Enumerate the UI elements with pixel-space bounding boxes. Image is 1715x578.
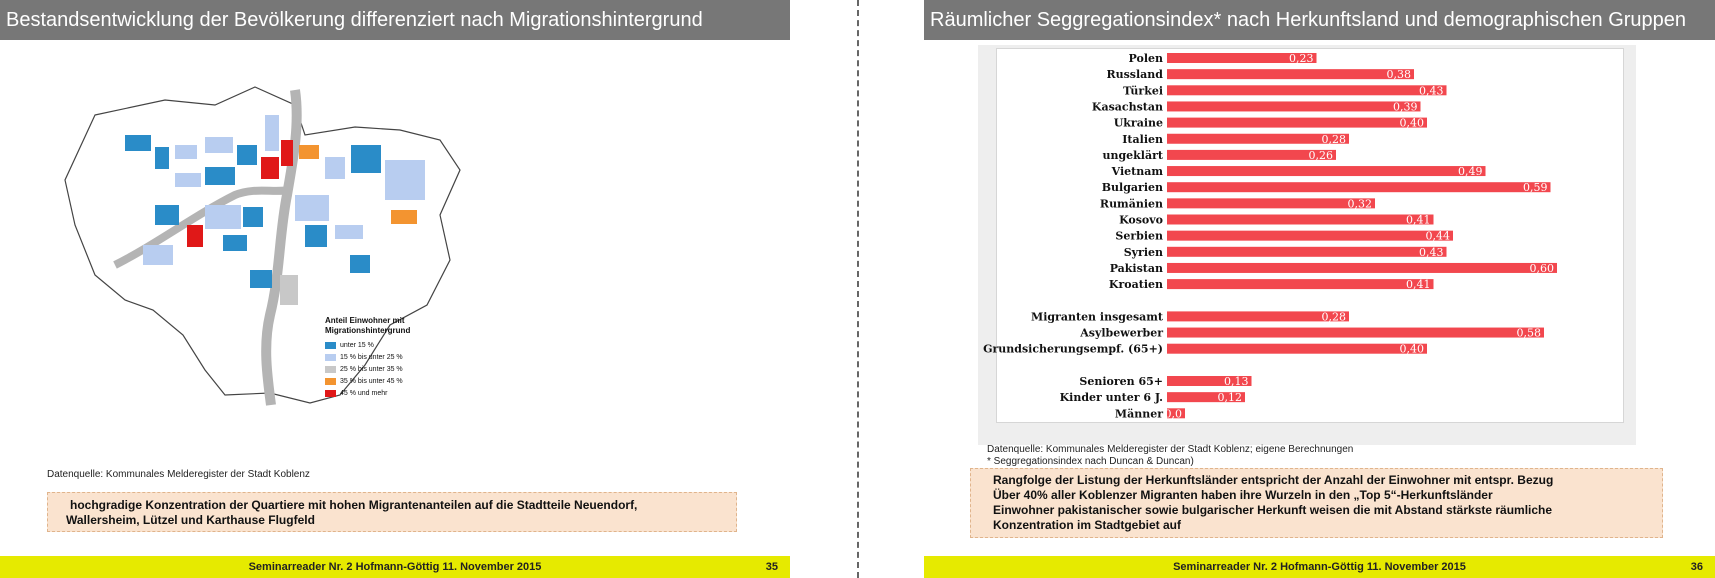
bar (1167, 68, 1414, 82)
right-conclusion-box (970, 468, 1663, 538)
category-label: Asylbewerber (1080, 326, 1163, 340)
bar-value-label: 0,43 (1419, 245, 1444, 259)
category-label: Migranten insgesamt (1031, 310, 1163, 324)
bar (1167, 84, 1447, 98)
bar-value-label: 0,39 (1393, 100, 1418, 114)
bullet-item (971, 503, 1662, 518)
category-label: Rumänien (1099, 197, 1163, 211)
bar-value-label: 0,28 (1321, 132, 1346, 146)
bar-value-label: 0,41 (1406, 213, 1431, 227)
source-line: Datenquelle: Kommunales Melderegister der Stadt Koblenz; eigene Berechnungen (987, 444, 1354, 455)
bar-value-label: 0,43 (1419, 84, 1444, 98)
bar-value-label: 0,59 (1523, 181, 1548, 195)
bar (1167, 328, 1544, 338)
right-data-source (987, 444, 1353, 468)
legend-label: 15 % bis unter 25 % (340, 353, 403, 361)
bar (1167, 100, 1421, 114)
category-label: Ukraine (1113, 116, 1163, 130)
bar (1167, 231, 1453, 241)
category-label: Kinder unter 6 J. (1059, 391, 1163, 405)
left-data-source: Datenquelle: Kommunales Melderegister der Stadt Koblenz (47, 469, 310, 480)
legend-label: 35 % bis unter 45 % (340, 377, 403, 385)
bullet-text: Wallersheim, Lützel und Karthause Flugfeld (66, 513, 315, 527)
bar (1167, 247, 1447, 257)
bullet-text: Rangfolge der Listung der Herkunftsländer entspricht der Anzahl der Einwohner mit entspr. Bezug (993, 473, 1554, 487)
category-label: Serbien (1115, 229, 1163, 243)
category-label: ungeklärt (1102, 148, 1163, 162)
legend-label: 45 % und mehr (340, 389, 388, 397)
category-label: Grundsicherungsempf. (65+) (983, 342, 1163, 356)
legend-label: unter 15 % (340, 341, 374, 349)
bar-value-label: 0,44 (1425, 229, 1450, 243)
legend-title-line1: Anteil Einwohner mit (325, 316, 405, 325)
category-label: Türkei (1123, 84, 1163, 98)
bar-value-label: 0,58 (1516, 326, 1541, 340)
category-label: Pakistan (1109, 261, 1163, 275)
bar (1167, 263, 1557, 273)
footnote-line: * Seggregationsindex nach Duncan & Duncan) (987, 456, 1194, 467)
category-label: Männer (1114, 407, 1163, 421)
bar-value-label: 0,23 (1289, 52, 1314, 65)
bar (1167, 278, 1434, 292)
category-label: Polen (1128, 52, 1163, 65)
bar-value-label: 0,60 (1529, 261, 1554, 275)
category-label: Kasachstan (1091, 100, 1163, 114)
bar-value-label: 0,12 (1217, 391, 1242, 405)
category-label: Vietnam (1111, 165, 1163, 179)
footer-text: Seminarreader Nr. 2 Hofmann-Göttig 11. November 2015 (1173, 561, 1466, 573)
right-footer (924, 556, 1715, 578)
bar-value-label: 0,32 (1347, 197, 1372, 211)
bar-value-label: 0,49 (1458, 165, 1483, 179)
bullet-text: hochgradige Konzentration der Quartiere mit hohen Migrantenanteilen auf die Stadtteile Neuendorf, (70, 498, 638, 512)
category-label: Italien (1122, 132, 1163, 146)
page-number: 35 (765, 561, 778, 573)
bar (1167, 344, 1427, 354)
bar-value-label: 0,40 (1399, 342, 1424, 356)
legend-label: 25 % bis unter 35 % (340, 365, 403, 373)
legend-title-line2: Migrationshintergrund (325, 326, 411, 335)
bullet-text: Über 40% aller Koblenzer Migranten haben ihre Wurzeln in den „Top 5“-Herkunftsländer (993, 488, 1493, 502)
bar-value-label: 0,28 (1321, 310, 1346, 324)
bar-value-label: 0,0 (1164, 407, 1182, 421)
bar (1167, 215, 1434, 225)
bar (1167, 165, 1486, 179)
bullet-text: Einwohner pakistanischer sowie bulgarischer Herkunft weisen die mit Abstand stärkste räumliche (993, 503, 1553, 517)
bar (1167, 197, 1375, 211)
category-label: Kosovo (1119, 213, 1163, 227)
right-slide-title: Räumlicher Seggregationsindex* nach Herkunftsland und demographischen Gruppen (924, 0, 1715, 40)
page-number: 36 (1690, 561, 1703, 573)
category-label: Kroatien (1108, 278, 1163, 292)
bullet-item (971, 488, 1662, 503)
bullet-text: Konzentration im Stadtgebiet auf (993, 518, 1182, 532)
left-slide-title: Bestandsentwicklung der Bevölkerung differenziert nach Migrationshintergrund (0, 0, 790, 40)
bar-value-label: 0,40 (1399, 116, 1424, 130)
bar-value-label: 0,26 (1308, 148, 1333, 162)
bar (1167, 118, 1427, 128)
bar-value-label: 0,41 (1406, 278, 1431, 292)
category-label: Russland (1106, 68, 1163, 82)
bar (1167, 181, 1551, 195)
category-label: Senioren 65+ (1079, 375, 1163, 388)
bar-value-label: 0,13 (1224, 375, 1249, 388)
bullet-item (971, 473, 1662, 488)
footer-text: Seminarreader Nr. 2 Hofmann-Göttig 11. November 2015 (248, 561, 542, 573)
category-label: Syrien (1123, 245, 1163, 259)
category-label: Bulgarien (1101, 181, 1163, 195)
bar-value-label: 0,38 (1386, 68, 1411, 82)
bullet-continuation (971, 518, 1662, 533)
